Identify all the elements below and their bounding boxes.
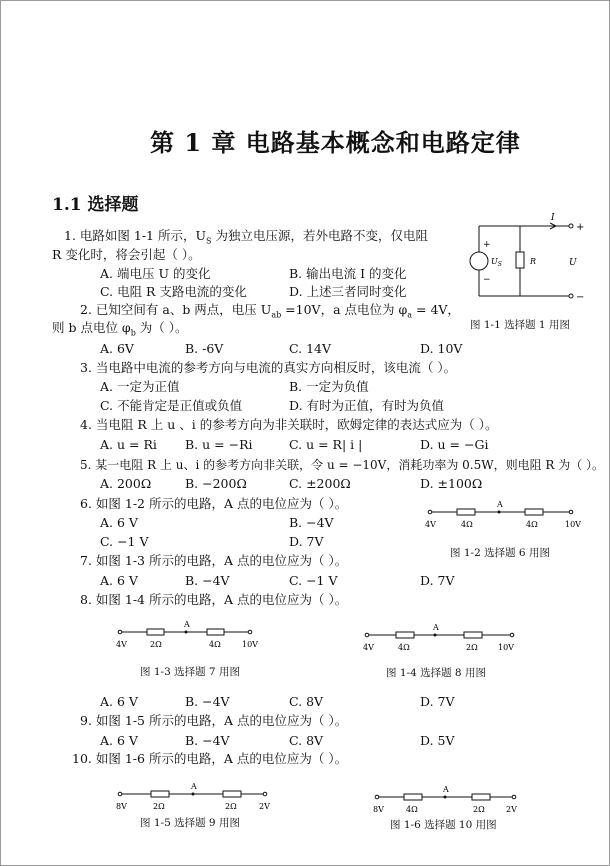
q4-option-c: C. u = R| i | [289, 437, 363, 452]
fig1-4-left-voltage: 4V [363, 643, 374, 652]
q2-option-a: A. 6V [100, 341, 134, 356]
q7-option-c: C. −1 V [289, 573, 338, 588]
figure-1-1-caption: 图 1-1 选择题 1 用图 [470, 319, 570, 331]
q6-option-d: D. 7V [289, 534, 324, 549]
fig1-2-right-voltage: 10V [565, 520, 581, 529]
q8-line1: 8. 如图 1-4 所示的电路，A 点的电位应为（ ）。 [80, 592, 348, 607]
fig1-6-node-a: A [443, 785, 449, 794]
q7-option-b: B. −4V [185, 573, 230, 588]
q7-option-d: D. 7V [420, 573, 455, 588]
q6-option-a: A. 6 V [100, 515, 138, 530]
fig1-1-current-label: I [551, 213, 555, 223]
figure-1-6-caption: 图 1-6 选择题 10 用图 [390, 819, 497, 831]
figure-1-4-caption: 图 1-4 选择题 8 用图 [386, 667, 486, 679]
q5-line1: 5. 某一电阻 R 上 u、i 的参考方向非关联，令 u = −10V，消耗功率为 0.5W，则电阻 R 为（ ）。 [80, 458, 605, 472]
fig1-4-r2-label: 2Ω [466, 643, 478, 652]
q1-option-a: A. 端电压 U 的变化 [100, 266, 211, 281]
q3-option-b: B. 一定为负值 [289, 379, 369, 394]
q9-option-d: D. 5V [420, 733, 455, 748]
q8-option-b: B. −4V [185, 694, 230, 709]
section-title: 1.1 选择题 [52, 195, 139, 215]
fig1-5-r1-label: 2Ω [153, 802, 165, 811]
q8-option-c: C. 8V [289, 694, 324, 709]
q2-option-c: C. 14V [289, 341, 331, 356]
q1-option-d: D. 上述三者同时变化 [289, 284, 407, 299]
q3-option-c: C. 不能肯定是正值或负值 [100, 398, 243, 413]
fig1-3-left-voltage: 4V [116, 640, 127, 649]
fig1-2-left-voltage: 4V [425, 520, 436, 529]
fig1-1-source-plus: + [483, 240, 491, 250]
fig1-6-right-voltage: 2V [506, 805, 517, 814]
q2-option-d: D. 10V [420, 341, 463, 356]
figure-1-2-circuit [425, 500, 585, 530]
q2-line1: 2. 已知空间有 a、b 两点，电压 $U_{ab} =10V$，a 点电位为 $\varphi_a = 4V$， [80, 302, 460, 320]
fig1-3-right-voltage: 10V [242, 640, 258, 649]
fig1-2-node-a: A [497, 500, 503, 509]
fig1-1-source-label: $U_S$ [491, 257, 502, 268]
q6-option-b: B. −4V [289, 515, 334, 530]
fig1-6-r1-label: 4Ω [406, 805, 418, 814]
q1-line1: 1. 电路如图 1-1 所示，$U_S$ 为独立电压源，若外电路不变，仅电阻 [64, 228, 428, 246]
figure-1-3-caption: 图 1-3 选择题 7 用图 [140, 666, 240, 678]
fig1-4-node-a: A [433, 623, 439, 632]
fig1-3-r1-label: 2Ω [150, 640, 162, 649]
figure-1-5-caption: 图 1-5 选择题 9 用图 [140, 817, 240, 829]
q9-option-c: C. 8V [289, 733, 324, 748]
fig1-1-plus-terminal: + [576, 222, 585, 233]
q5-option-b: B. −200Ω [185, 476, 247, 491]
q3-line1: 3. 当电路中电流的参考方向与电流的真实方向相反时，该电流（ ）。 [80, 360, 457, 375]
q10-line1: 10. 如图 1-6 所示的电路，A 点的电位应为（ ）。 [72, 751, 348, 766]
q1-line2: R 变化时，将会引起（ ）。 [52, 247, 201, 262]
q4-option-d: D. u = −Gi [420, 437, 489, 452]
chapter-title: 第 1 章 电路基本概念和电路定律 [150, 128, 521, 157]
figure-1-6-circuit [372, 785, 532, 815]
fig1-1-minus-terminal: − [576, 292, 585, 303]
q1-option-c: C. 电阻 R 支路电流的变化 [100, 284, 247, 299]
fig1-1-source-minus: − [483, 275, 491, 285]
q3-option-d: D. 有时为正值，有时为负值 [289, 398, 445, 413]
figure-1-1-circuit [455, 210, 595, 320]
fig1-5-r2-label: 2Ω [225, 802, 237, 811]
q8-option-a: A. 6 V [100, 694, 138, 709]
fig1-5-node-a: A [191, 782, 197, 791]
q7-option-a: A. 6 V [100, 573, 138, 588]
fig1-2-r2-label: 4Ω [526, 520, 538, 529]
q6-option-c: C. −1 V [100, 534, 149, 549]
q8-option-d: D. 7V [420, 694, 455, 709]
q5-option-a: A. 200Ω [100, 476, 152, 491]
q3-option-a: A. 一定为正值 [100, 379, 180, 394]
fig1-1-voltage-label: U [569, 258, 577, 268]
figure-1-2-caption: 图 1-2 选择题 6 用图 [450, 547, 550, 559]
q1-option-b: B. 输出电流 I 的变化 [289, 266, 407, 281]
q4-option-a: A. u = Ri [100, 437, 157, 452]
fig1-5-left-voltage: 8V [116, 802, 127, 811]
fig1-2-r1-label: 4Ω [461, 520, 473, 529]
fig1-6-left-voltage: 8V [373, 805, 384, 814]
q6-line1: 6. 如图 1-2 所示的电路，A 点的电位应为（ ）。 [80, 496, 348, 511]
figure-1-5-circuit [115, 782, 275, 812]
fig1-4-right-voltage: 10V [498, 643, 514, 652]
q5-option-c: C. ±200Ω [289, 476, 351, 491]
q5-option-d: D. ±100Ω [420, 476, 483, 491]
q2-line2: 则 b 点电位 $\varphi_b$ 为（ ）。 [52, 320, 188, 338]
q7-line1: 7. 如图 1-3 所示的电路，A 点的电位应为（ ）。 [80, 553, 348, 568]
q9-line1: 9. 如图 1-5 所示的电路，A 点的电位应为（ ）。 [80, 713, 348, 728]
fig1-1-resistor-label: R [530, 257, 537, 266]
q4-line1: 4. 当电阻 R 上 u 、i 的参考方向为非关联时，欧姆定律的表达式应为（ ）。 [80, 417, 498, 432]
figure-1-3-circuit [115, 620, 265, 650]
fig1-3-r2-label: 4Ω [209, 640, 221, 649]
q2-option-b: B. -6V [185, 341, 224, 356]
fig1-5-right-voltage: 2V [259, 802, 270, 811]
q9-option-a: A. 6 V [100, 733, 138, 748]
fig1-6-r2-label: 2Ω [473, 805, 485, 814]
q9-option-b: B. −4V [185, 733, 230, 748]
fig1-3-node-a: A [184, 620, 190, 629]
fig1-4-r1-label: 4Ω [398, 643, 410, 652]
q4-option-b: B. u = −Ri [185, 437, 253, 452]
figure-1-4-circuit [362, 623, 522, 653]
